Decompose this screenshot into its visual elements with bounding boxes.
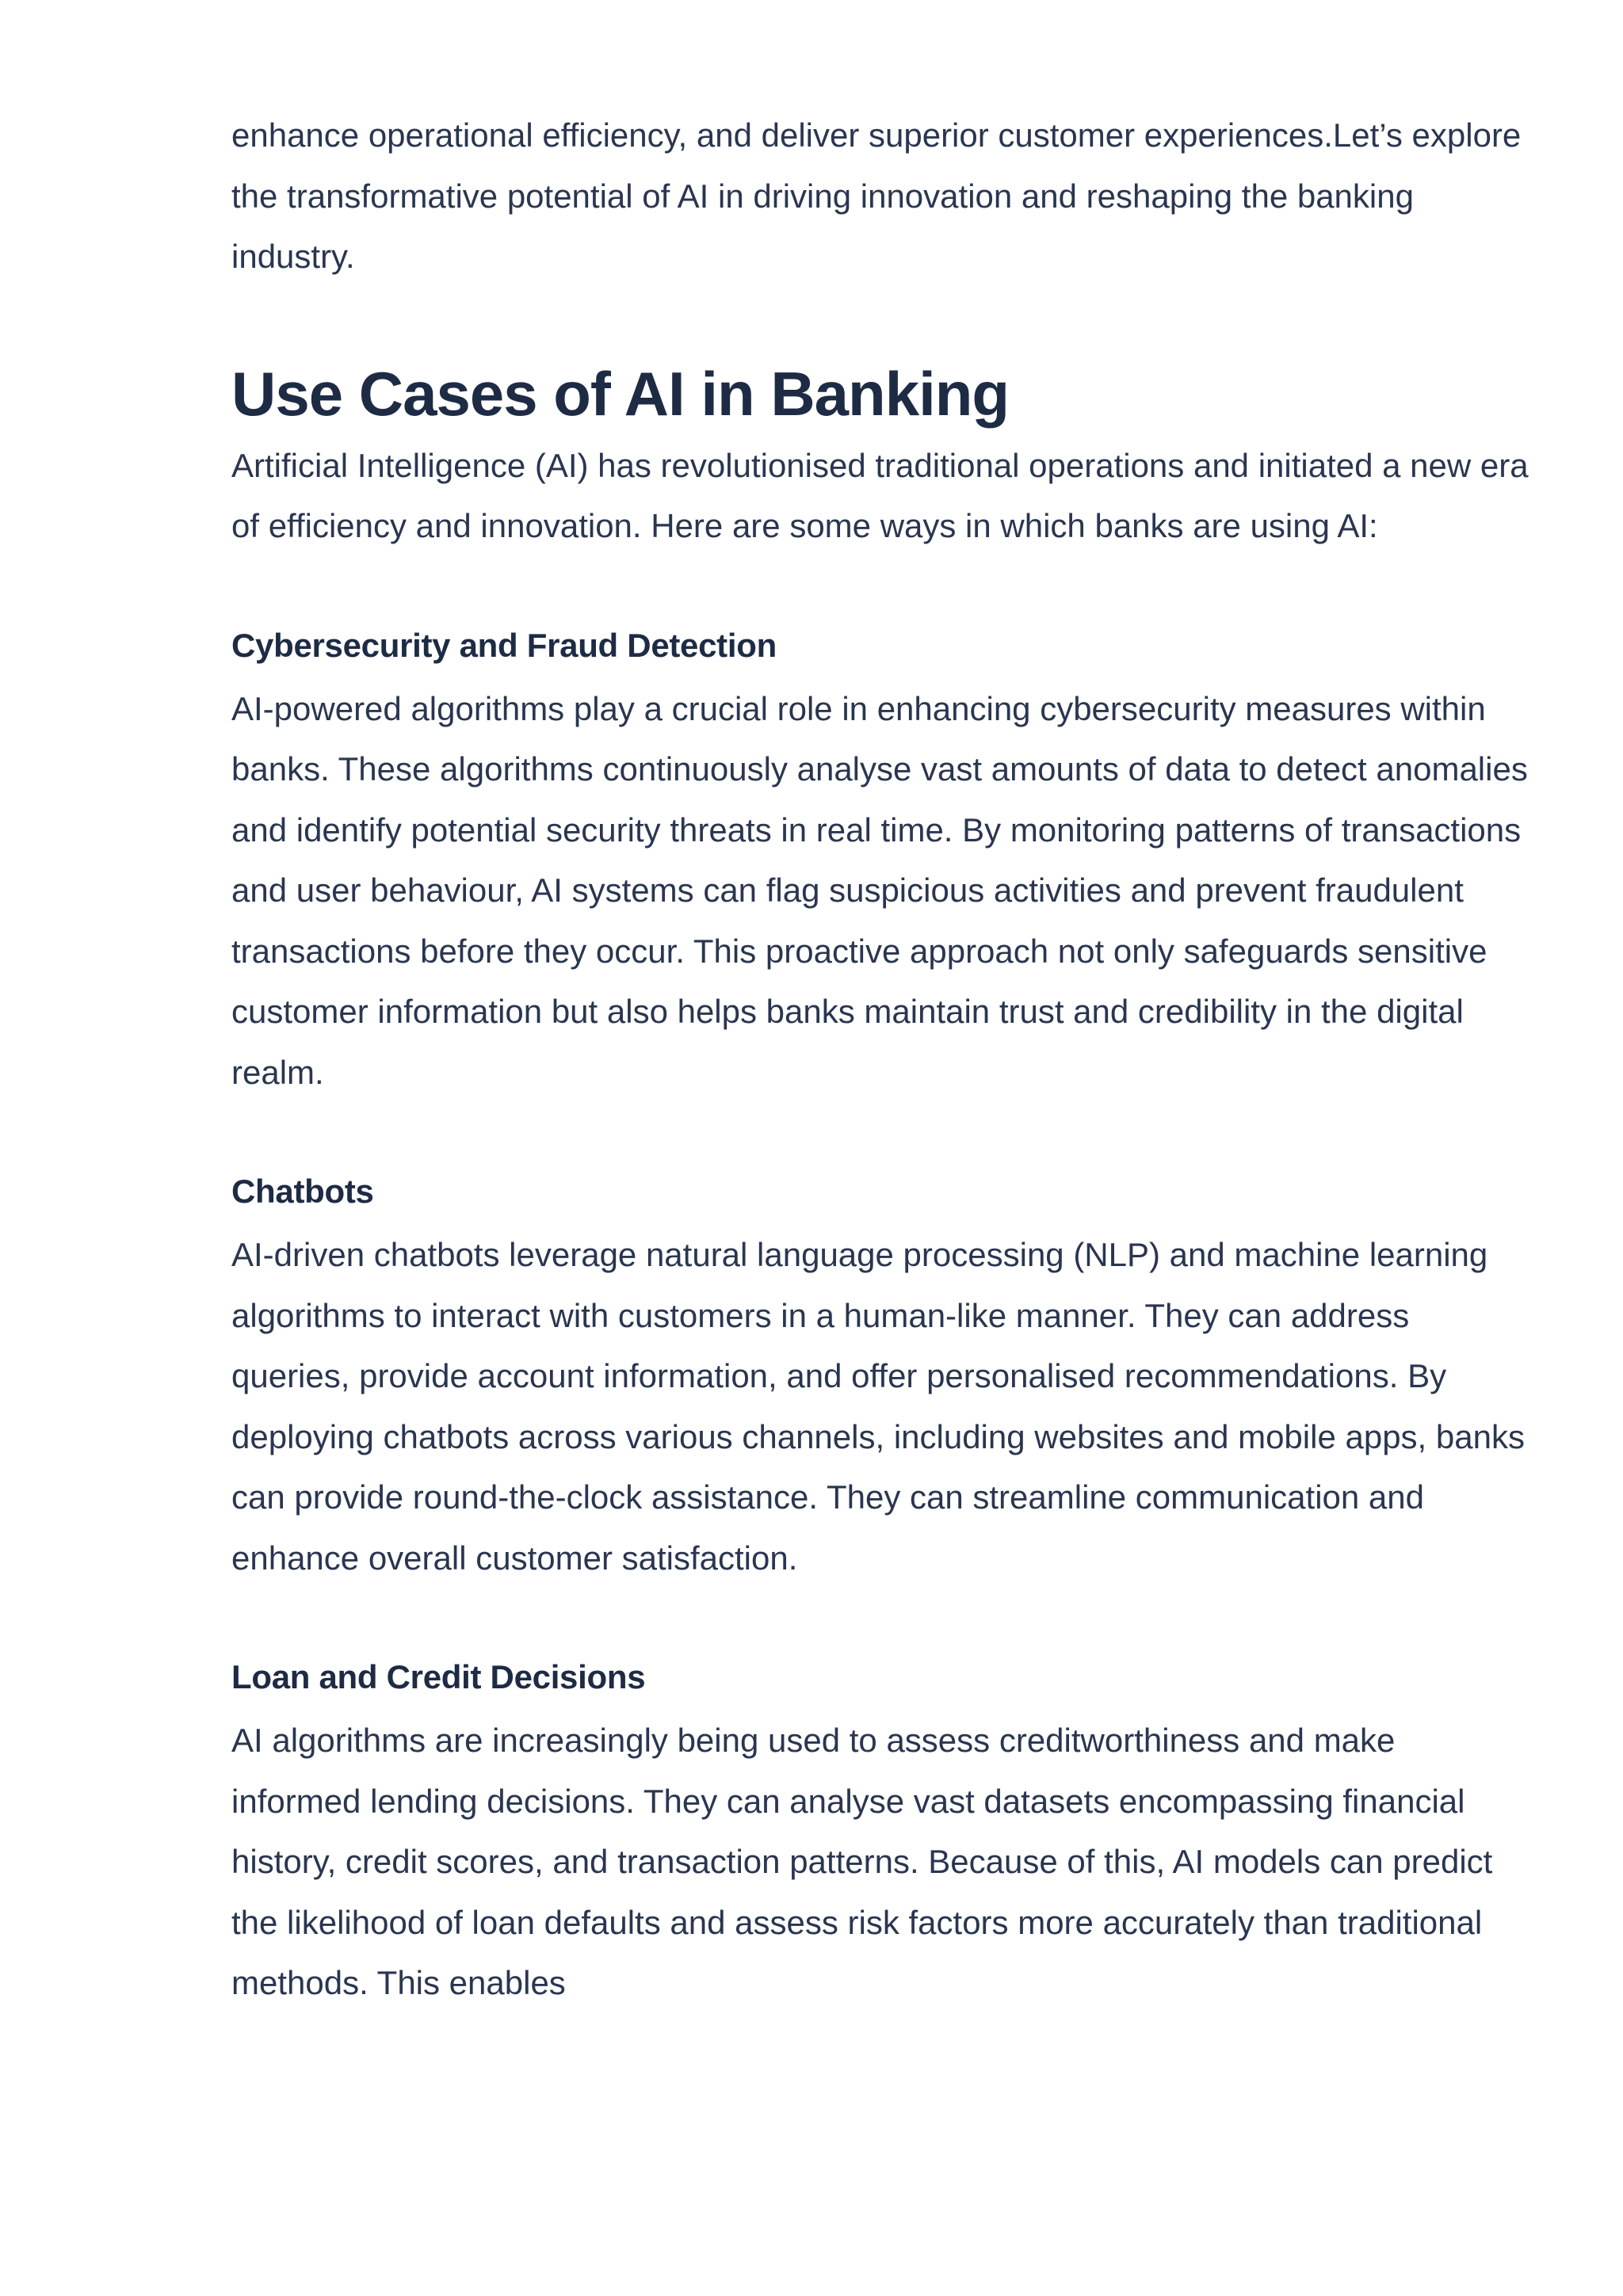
section-loan-credit	[231, 1655, 1531, 2014]
intro-paragraph: enhance operational efficiency, and deliver superior customer experiences.Let’s explore the transformative potential of AI in driving innovation and reshaping the banking industry.	[231, 116, 1522, 275]
section-title: Loan and Credit Decisions	[231, 1658, 646, 1695]
section-cybersecurity	[231, 624, 1531, 1104]
section-title: Cybersecurity and Fraud Detection	[231, 626, 777, 664]
section-body: AI-driven chatbots leverage natural language processing (NLP) and machine learning algorithms to interact with customers in a human-like manner. They can address queries, provide account information, and offer personalised recommendations. By deploying chatbots across various channels, including websites and mobile apps, banks can provide round-the-clock assistance. They can streamline communication and enhance overall customer satisfaction.	[231, 1236, 1525, 1577]
section-title: Chatbots	[231, 1173, 374, 1210]
lead-paragraph: Artificial Intelligence (AI) has revolutionised traditional operations and initiated a new era of efficiency and innovation. Here are some ways in which banks are using AI:	[231, 446, 1529, 544]
section-body: AI-powered algorithms play a crucial role in enhancing cybersecurity measures within banks. These algorithms continuously analyse vast amounts of data to detect anomalies and identify potential security threats in real time. By monitoring patterns of transactions and user behaviour, AI systems can flag suspicious activities and prevent fraudulent transactions before they occur. This proactive approach not only safeguards sensitive customer information but also helps banks maintain trust and credibility in the digital realm.	[231, 689, 1528, 1091]
section-body: AI algorithms are increasingly being used to assess creditworthiness and make informed lending decisions. They can analyse vast datasets encompassing financial history, credit scores, and transaction patterns. Because of this, AI models can predict the likelihood of loan defaults and assess risk factors more accurately than traditional methods. This enables	[231, 1722, 1493, 2001]
section-chatbots	[231, 1169, 1531, 1589]
page-heading: Use Cases of AI in Banking	[231, 358, 1010, 429]
article-content	[231, 105, 1531, 2014]
